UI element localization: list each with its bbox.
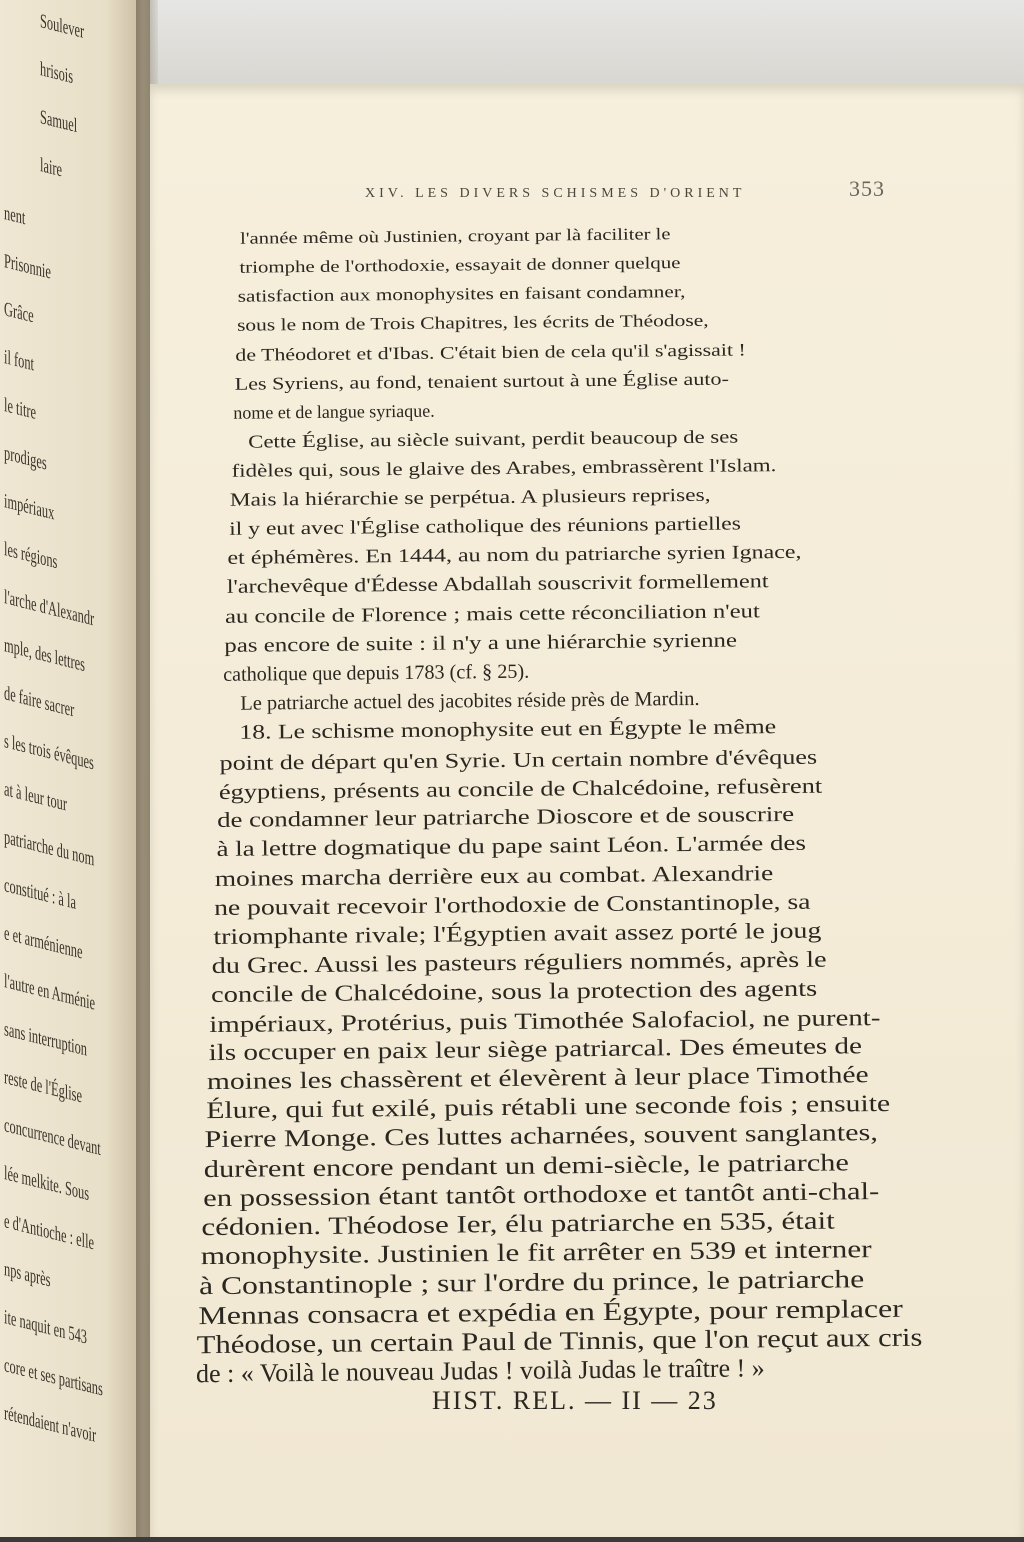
facing-page-fragment: de faire sacrer xyxy=(4,682,75,722)
facing-page-fragment: il font xyxy=(4,346,34,376)
facing-page-fragment: e d'Antioche : elle xyxy=(4,1210,95,1255)
facing-page-fragment: concurrence devant xyxy=(4,1114,101,1161)
text-line: égyptiens, présents au concile de Chalcédoine, refusèrent xyxy=(218,773,822,804)
text-line: satisfaction aux monophysites en faisant condamner, xyxy=(237,281,686,306)
text-line: triomphe de l'orthodoxie, essayait de donner quelque xyxy=(238,253,681,277)
running-title: XIV. LES DIVERS SCHISMES D'ORIENT xyxy=(365,186,746,201)
facing-page-fragment: impériaux xyxy=(4,490,55,525)
text-line: l'année même où Justinien, croyant par là faciliter le xyxy=(240,224,671,248)
text-line: Élure, qui fut exilé, puis rétabli une seconde fois ; ensuite xyxy=(206,1091,891,1125)
text-line: Pierre Monge. Ces luttes acharnées, souvent sanglantes, xyxy=(204,1120,879,1154)
text-line: Le patriarche actuel des jacobites réside près de Mardin. xyxy=(240,687,700,715)
facing-page-fragment: hrisois xyxy=(40,58,74,89)
facing-page-fragment: e et arménienne xyxy=(4,922,83,964)
text-line: sous le nom de Trois Chapitres, les écrits de Théodose, xyxy=(236,310,709,335)
text-line: Mais la hiérarchie se perpétua. A plusieurs reprises, xyxy=(229,484,711,511)
text-line: l'archevêque d'Édesse Abdallah souscrivit formellement xyxy=(226,570,769,598)
text-line: de : « Voilà le nouveau Judas ! voilà Judas le traître ! » xyxy=(195,1353,765,1389)
facing-page-fragment: core et ses partisans xyxy=(4,1354,103,1401)
facing-page-fragment: prodiges xyxy=(4,442,47,475)
text-line: monophysite. Justinien le fit arrêter en 539 et interner xyxy=(200,1236,872,1271)
facing-page-fragment: l'autre en Arménie xyxy=(4,970,96,1015)
facing-page-fragment: mple, des lettres xyxy=(4,634,85,677)
facing-page-fragment: ite naquit en 543 xyxy=(4,1306,87,1349)
text-line: impériaux, Protérius, puis Timothée Salofaciol, ne purent- xyxy=(209,1004,881,1038)
text-line: ne pouvait recevoir l'orthodoxie de Constantinople, sa xyxy=(213,889,811,921)
text-line: pas encore de suite : il n'y a une hiérarchie syrienne xyxy=(224,629,737,657)
page-number: 353 xyxy=(849,176,885,201)
facing-page-fragment: l'arche d'Alexandr xyxy=(4,586,95,631)
facing-page-fragment: Samuel xyxy=(40,106,78,138)
text-line: il y eut avec l'Église catholique des réunions partielles xyxy=(228,513,741,540)
text-line: Mennas consacra et expédia en Égypte, pour remplacer xyxy=(198,1293,903,1331)
facing-page-fragment: nps après xyxy=(4,1258,51,1292)
page-footer: HIST. REL. — II — 23 xyxy=(432,1386,718,1415)
facing-page-fragment: laire xyxy=(40,154,63,182)
facing-page-fragment: le titre xyxy=(4,394,37,424)
facing-page-fragment: patriarche du nom xyxy=(4,826,95,871)
text-line: triomphante rivale; l'Égyptien avait assez porté le joug xyxy=(212,918,821,950)
text-line: 18. Le schisme monophysite eut en Égypte le même xyxy=(239,715,777,744)
text-line: catholique que depuis 1783 (cf. § 25). xyxy=(223,660,530,686)
facing-page-fragment: nent xyxy=(4,202,26,230)
text-line: nome et de langue syriaque. xyxy=(233,400,435,423)
text-line: à Constantinople ; sur l'ordre du prince, le patriarche xyxy=(199,1265,865,1301)
text-line: durèrent encore pendant un demi-siècle, le patriarche xyxy=(203,1149,850,1184)
text-line: Théodose, un certain Paul de Tinnis, que l'on reçut aux cris xyxy=(196,1322,923,1360)
text-line: moines les chassèrent et élevèrent à leur place Timothée xyxy=(207,1062,870,1096)
facing-page-fragment: Prisonnie xyxy=(4,250,51,284)
facing-page-fragment: reste de l'Église xyxy=(4,1066,82,1108)
text-line: fidèles qui, sous le glaive des Arabes, embrassèrent l'Islam. xyxy=(230,454,776,481)
text-line: à la lettre dogmatique du pape saint Léon. L'armée des xyxy=(216,831,806,862)
facing-page-fragment: lée melkite. Sous xyxy=(4,1162,90,1206)
facing-page-fragment: constitué : à la xyxy=(4,874,76,914)
text-line: du Grec. Aussi les pasteurs réguliers nommés, après le xyxy=(211,946,827,979)
text-line: Les Syriens, au fond, tenaient surtout à une Église auto- xyxy=(234,368,729,394)
facing-page-fragment: Grâce xyxy=(4,298,34,328)
text-line: de condamner leur patriarche Dioscore et de souscrire xyxy=(217,802,795,833)
facing-page-fragment: les régions xyxy=(4,538,58,574)
text-line: de Théodoret et d'Ibas. C'était bien de cela qu'il s'agissait ! xyxy=(235,339,747,365)
facing-page-fragment: s les trois évêques xyxy=(4,730,94,775)
facing-page-fragment: sans interruption xyxy=(4,1018,88,1061)
text-line: Cette Église, au siècle suivant, perdit beaucoup de ses xyxy=(248,426,739,452)
text-line: au concile de Florence ; mais cette réconciliation n'eut xyxy=(225,599,761,628)
text-line: et éphémères. En 1444, au nom du patriarche syrien Ignace, xyxy=(227,541,802,569)
text-line: moines marcha derrière eux au combat. Alexandrie xyxy=(215,860,774,892)
text-line: point de départ qu'en Syrie. Un certain nombre d'évêques xyxy=(219,744,818,775)
text-line: concile de Chalcédoine, sous la protection des agents xyxy=(210,976,817,1008)
text-line: cédonien. Théodose Ier, élu patriarche en 535, était xyxy=(201,1207,836,1242)
facing-page-fragment: at à leur tour xyxy=(4,778,68,816)
text-line: ils occuper en paix leur siège patriarcal. Des émeutes de xyxy=(208,1033,862,1067)
text-line: en possession étant tantôt orthodoxe et tantôt anti-chal- xyxy=(202,1178,880,1213)
facing-page-fragment: rétendaient n'avoir xyxy=(4,1402,97,1447)
facing-page-fragment: Soulever xyxy=(40,10,85,43)
